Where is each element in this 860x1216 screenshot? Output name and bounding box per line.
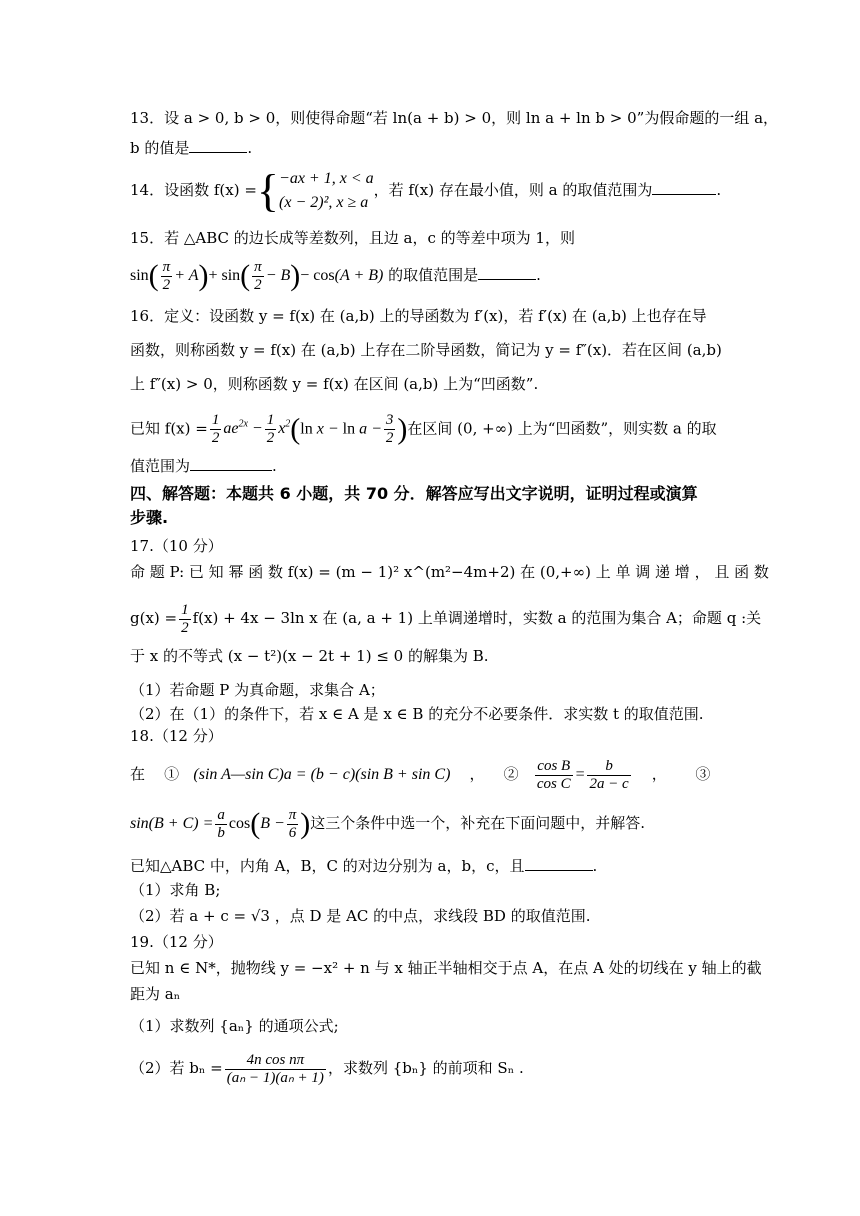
q14-case2: (x − 2)², x ≥ a — [279, 194, 369, 211]
q14-answer-blank — [652, 180, 716, 195]
section4-title-line1: 四、解答题：本题共 6 小题，共 70 分．解答应写出文字说明，证明过程或演算 — [130, 484, 698, 503]
q18-cond3-label: ③ — [695, 765, 711, 783]
q16-line2: 函数，则称函数 y = f(x) 在 (a,b) 上存在二阶导函数，简记为 y = f″(x)．若在区间 (a,b) — [130, 341, 722, 359]
q13-text: b 的值是 — [130, 139, 190, 157]
q19-line1: 已知 n ∈ N*，抛物线 y = −x² + n 与 x 轴正半轴相交于点 A，在点 A 处的切线在 y 轴上的截 — [130, 959, 762, 977]
q17-line1: 命 题 P: 已 知 幂 函 数 f(x) = (m − 1)² x^(m²−4m+2) 在 (0,+∞) 上 单 调 递 增 ， 且 函 数 — [130, 563, 769, 581]
q17-line3: 于 x 的不等式 (x − t²)(x − 2t + 1) ≤ 0 的解集为 B. — [130, 647, 489, 665]
q15-line1: 15．若 △ABC 的边长成等差数列，且边 a，c 的等差中项为 1，则 — [130, 229, 575, 247]
q18-header: 18.（12 分） — [130, 727, 223, 745]
q19-part2 — [130, 1044, 524, 1092]
q19-part2-den: (aₙ − 1)(aₙ + 1) — [226, 1069, 324, 1086]
q16-answer-blank — [190, 456, 272, 471]
q16-line5-text: 值范围为 — [130, 457, 191, 475]
q15-answer-blank — [478, 265, 536, 280]
q16-line4: 已知 f(x) = $\frac{1}{2}$ $ae^{2x}$ − $\frac{1}{2}$ $x^2(\ln$ x − ln a − $\frac{3}{2}$ )在区间 (0, +∞) 上为“凹函数”，则实数 a 的取 — [130, 411, 717, 446]
q18-cond1: (sin A—sin C)a = (b − c)(sin B + sin C) — [193, 766, 451, 783]
q18-cond3-tail: 这三个条件中选一个，补充在下面问题中，并解答. — [310, 814, 646, 832]
q19-header: 19.（12 分） — [130, 933, 223, 951]
q14-prefix: 14．设函数 f(x) = — [130, 181, 257, 199]
q18-given: 已知△ABC 中，内角 A，B，C 的对边分别为 a，b，c，且 . — [130, 857, 598, 875]
q19-part1: （1）求数列 {aₙ} 的通项公式; — [130, 1017, 339, 1035]
q14-case1: −ax + 1, x < a — [279, 170, 374, 187]
q16-line3: 上 f″(x) > 0，则称函数 y = f(x) 在区间 (a,b) 上为“凹函数”. — [130, 375, 539, 393]
q18-cond2-label: ② — [503, 765, 519, 783]
q16-line1: 16．定义：设函数 y = f(x) 在 (a,b) 上的导函数为 f′(x)，若 f′(x) 在 (a,b) 上也存在导 — [130, 307, 707, 325]
q18-cond-prefix: 在 — [130, 765, 146, 783]
q17-part1: （1）若命题 P 为真命题，求集合 A； — [130, 681, 385, 699]
q15-line2: sin( $\frac{\pi}{2}$ + A)+ sin( $\frac{\pi}{2}$ − B)− cos(A + B) 的取值范围是 . — [130, 258, 541, 293]
q14-suffix: ，若 f(x) 存在最小值，则 a 的取值范围为 — [373, 181, 653, 199]
q19-part2-head: （2）若 bₙ = — [130, 1059, 223, 1077]
q18-given-text: 已知△ABC 中，内角 A，B，C 的对边分别为 a，b，c，且 — [130, 857, 525, 875]
q14-cases — [279, 167, 374, 215]
q19-part2-tail: ，求数列 {bₙ} 的前项和 Sₙ . — [327, 1059, 524, 1077]
q13-line2: b 的值是 . — [130, 139, 253, 157]
q18-part1: （1）求角 B; — [130, 881, 221, 899]
section4-title-line2: 步骤. — [130, 508, 169, 527]
q19-part2-num: 4n cos nπ — [246, 1051, 305, 1068]
q17-header: 17.（10 分） — [130, 537, 223, 555]
q18-cond2-rnum: b — [605, 757, 613, 774]
q18-conditions: 在 ① (sin A—sin C)a = (b − c)(sin B + sin C) ， ② $\frac{\text{cos B}}{\text{cos C}}$ = $\frac{b}{2a - c}$ ， ③ — [130, 757, 711, 792]
q17-line2-tail: f(x) + 4x − 3ln x 在 (a, a + 1) 上单调递增时，实数 a 的范围为集合 A；命题 q :关 — [192, 609, 762, 627]
q18-cond2-rden: 2a − c — [589, 775, 629, 792]
q18-cond2-den: cos C — [536, 775, 571, 792]
q18-cond3-head: sin(B + C) = — [130, 815, 214, 832]
q18-cond3-line: sin(B + C) = $\frac{a}{b}$ cos(B − $\frac{\pi}{6}$ )这三个条件中选一个，补充在下面问题中，并解答. — [130, 806, 646, 841]
q18-cond1-label: ① — [164, 765, 180, 783]
q17-line2-head: g(x) = — [130, 609, 178, 627]
q17-part2: （2）在（1）的条件下，若 x ∈ A 是 x ∈ B 的充分不必要条件．求实数 t 的取值范围. — [130, 705, 704, 723]
q16-line5: 值范围为 . — [130, 457, 277, 475]
q18-answer-blank — [525, 856, 593, 871]
q19-line2: 距为 aₙ — [130, 985, 181, 1003]
q18-part2: （2）若 a + c = √3 ，点 D 是 AC 的中点，求线段 BD 的取值范围. — [130, 907, 591, 925]
q16-head: 已知 f(x) = — [130, 419, 208, 438]
q18-cond2-num: cos B — [537, 757, 571, 774]
q16-tail: 在区间 (0, +∞) 上为“凹函数”，则实数 a 的取 — [407, 419, 717, 438]
q13-line1: 13．设 a > 0, b > 0，则使得命题“若 ln(a + b) > 0，则 ln a + ln b > 0”为假命题的一组 a， — [130, 109, 779, 127]
q14-brace: { — [256, 165, 280, 216]
q17-line2: g(x) = $\frac{1}{2}$ f(x) + 4x − 3ln x 在 (a, a + 1) 上单调递增时，实数 a 的范围为集合 A；命题 q :关 — [130, 601, 762, 636]
q14-line: 14．设函数 f(x) ={ −ax + 1, x < a (x − 2)², x ≥ a ，若 f(x) 存在最小值，则 a 的取值范围为 . — [130, 165, 722, 216]
q15-tail: 的取值范围是 — [388, 266, 479, 284]
q13-answer-blank — [189, 138, 247, 153]
